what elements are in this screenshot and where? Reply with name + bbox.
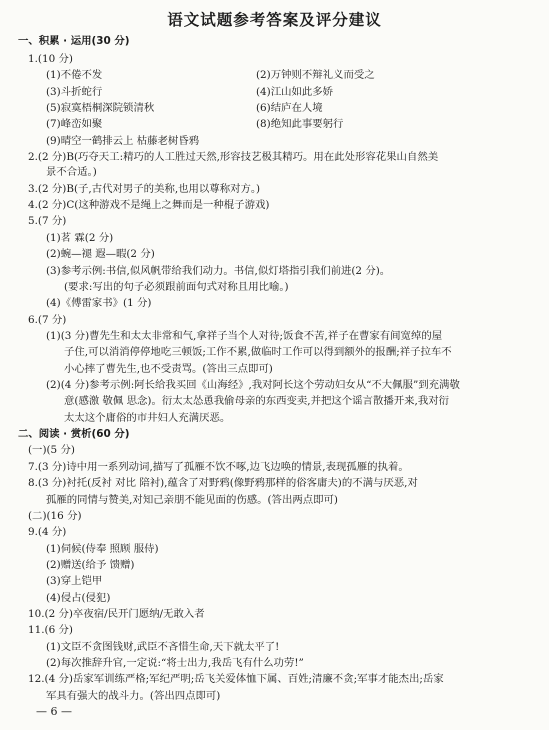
section-heading: 二、阅读 · 赏析(60 分) [18, 428, 130, 440]
answer-line: 2.(2 分)B(巧夺天工:精巧的人工胜过天然,形容技艺极其精巧。用在此处形容花果山自然美 [28, 151, 439, 163]
answer-line: 11.(6 分) [28, 624, 73, 636]
answer-line: 太太这个庸俗的市井妇人充满厌恶。 [64, 412, 231, 424]
answer-line: 小心摔了曹先生,也不受责骂。(答出三点即可) [64, 363, 273, 375]
answer-line: (2)万钟则不辩礼义而受之 [256, 69, 375, 81]
answer-line: 12.(4 分)岳家军训练严格;军纪严明;岳飞关爱体恤下属、百姓;清廉不贪;军事才能杰出;岳家 [28, 673, 444, 685]
answer-line: (2)(4 分)参考示例:阿长给我买回《山海经》,我对阿长这个劳动妇女从“不大佩服”到充满敬 [46, 379, 460, 391]
answer-line: (2)赠送(给予 馈赠) [46, 559, 135, 571]
answer-line: 孤雁的同情与赞美,对知己亲朋不能见面的伤感。(答出两点即可) [46, 494, 338, 506]
answer-line: (1)文臣不贪图钱财,武臣不吝惜生命,天下就太平了! [46, 641, 280, 653]
page-number: — 6 — [36, 705, 72, 718]
answer-line: 10.(2 分)卒夜宿/民开门愿纳/无敢入者 [28, 608, 205, 620]
answer-line: (2)蜿—褪 遐—暇(2 分) [46, 248, 155, 260]
answer-line: 3.(2 分)B(子,古代对男子的美称,也用以尊称对方。) [28, 183, 261, 195]
answer-line: 子住,可以消消停停地吃三顿饭;工作不累,做临时工作可以得到额外的报酬;祥子拉车不 [64, 346, 452, 358]
answer-line: (1)不倦不发 [46, 69, 103, 81]
answer-line: 7.(3 分)诗中用一系列动词,描写了孤雁不饮不啄,边飞边唤的情景,表现孤雁的执着。 [28, 461, 409, 473]
answer-line: (7)峰峦如聚 [46, 118, 103, 130]
answer-line: (要求:写出的句子必须跟前面句式对称且用比喻。) [64, 281, 289, 293]
answer-line: 9.(4 分) [28, 526, 67, 538]
answer-line: (3)斗折蛇行 [46, 86, 103, 98]
answer-line: 1.(10 分) [28, 53, 73, 65]
answer-line: (二)(16 分) [28, 510, 82, 522]
answer-line: (1)伺候(侍奉 照顾 服侍) [46, 543, 159, 555]
section-heading: 一、积累 · 运用(30 分) [18, 35, 130, 47]
answer-line: (8)绝知此事要躬行 [256, 118, 344, 130]
answer-line: (4)江山如此多娇 [256, 86, 334, 98]
answer-line: 4.(2 分)C(这种游戏不是绳上之舞而是一种棍子游戏) [28, 199, 270, 211]
answer-line: 5.(7 分) [28, 215, 67, 227]
answer-line: (1)茗 霖(2 分) [46, 232, 114, 244]
answer-line: 景不合适。) [46, 166, 97, 178]
answer-line: (1)(3 分)曹先生和太太非常和气,拿祥子当个人对待;饭食不苦,祥子在曹家有间宽绰的屋 [46, 330, 443, 342]
answer-line: (4)侵占(侵犯) [46, 592, 111, 604]
answer-line: (9)晴空一鹤排云上 枯藤老树昏鸦 [46, 135, 200, 147]
page-title: 语文试题参考答案及评分建议 [167, 11, 382, 29]
answer-line: (3)参考示例:书信,似风帆带给我们动力。书信,似灯塔指引我们前进(2 分)。 [46, 265, 391, 277]
answer-line: (6)结庐在人境 [256, 102, 323, 114]
answer-line: 意(感激 敬佩 思念)。衍太太怂恿我偷母亲的东西变卖,并把这个谣言散播开来,我对衍 [64, 395, 449, 407]
answer-line: (一)(5 分) [28, 444, 75, 456]
answer-line: (5)寂寞梧桐深院锁清秋 [46, 102, 155, 114]
answer-line: 8.(3 分)衬托(反衬 对比 陪衬),蕴含了对野鸦(像野鸦那样的俗客庸夫)的不满与厌恶,对 [28, 477, 418, 489]
answer-line: (4)《傅雷家书》(1 分) [46, 297, 152, 309]
answer-line: (2)每次推辞升官,一定说:“将士出力,我岳飞有什么功劳!” [46, 657, 304, 669]
answer-line: 6.(7 分) [28, 314, 67, 326]
answer-line: (3)穿上铠甲 [46, 575, 103, 587]
answer-line: 军具有强大的战斗力。(答出四点即可) [46, 690, 221, 702]
